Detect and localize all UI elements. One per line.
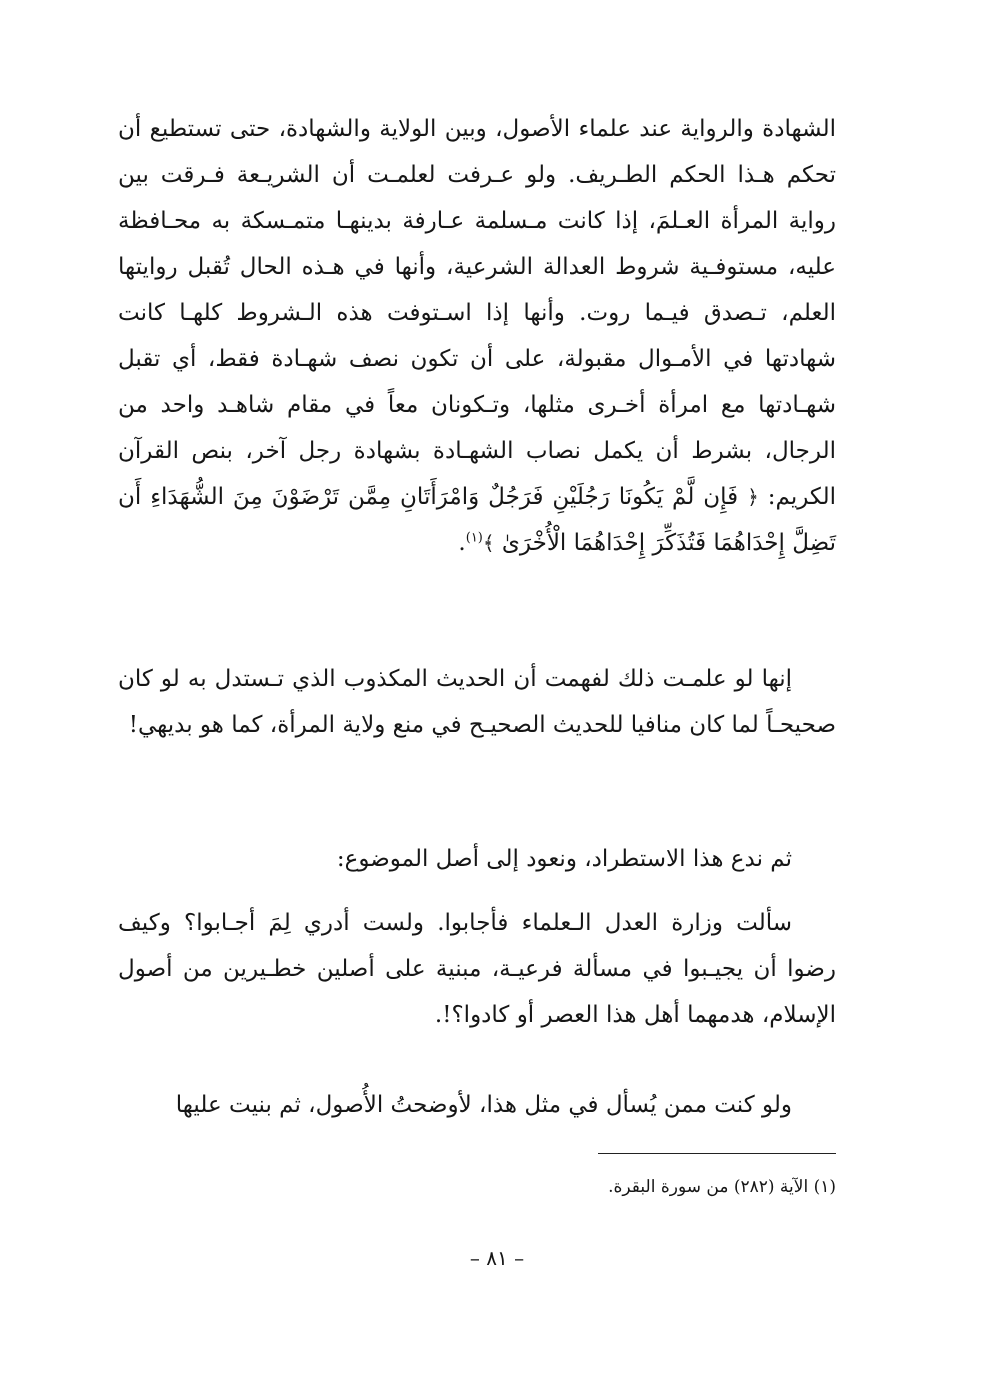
paragraph-2: إنها لو علمـت ذلك لفهمت أن الحديث المكذوب الذي تـستدل به لو كان صحيحـاً لما كان منافيا للحديث الصحيـح في منع ولاية المرأة، كما هو بديهي! xyxy=(118,666,836,738)
paragraph-4: سألت وزارة العدل الـعلماء فأجابوا. ولست أدري لِمَ أجـابوا؟ وكيف رضوا أن يجيـبوا في مسألة فرعيـة، مبنية على أصلين خطـيرين من أصول الإسلام، هدمهما أهل هذا العصر أو كادوا؟!. xyxy=(118,910,837,1028)
paragraph-1-text: الشهادة والرواية عند علماء الأصول، وبين الولاية والشهادة، حتى تستطيع أن تحكم هـذا الحكم الطـريف. ولو عـرفت لعلمـت أن الشريـعة فـرقت بين رواية المرأة العـلمَ، إذا كانت مـسلمة عـارفة بدينهـا متمـسكة به محـافظة عليه، مستوفـية شروط العدالة الشرعية، وأنها في هـذه الحال تُقبل روايتها العلم، تـصدق فيـما روت. وأنها إذا اسـتوفت هذه الـشروط كلهـا كانت شهادتها في الأمـوال مقبولة، على أن تكون نصف شهـادة فقط، أي تقبل شهـادتها مع امرأة أخـرى مثلها، وتـكونان معاً في مقام شاهـد واحد من الرجال، بشرط أن يكمل نصاب الشهـادة بشهادة رجل آخر، بنص القرآن الكريم: xyxy=(118,116,837,510)
footnote-reference: (١) xyxy=(465,530,483,546)
verse-text: فَإِن لَّمْ يَكُونَا رَجُلَيْنِ فَرَجُلٌ وَامْرَأَتَانِ مِمَّن تَرْضَوْنَ مِنَ الشُّهَدَاءِ أَن تَضِلَّ إِحْدَاهُمَا فَتُذَكِّرَ إِحْدَاهُمَا الْأُخْرَىٰ xyxy=(118,484,836,556)
verse-close-bracket: ﴾ xyxy=(482,531,495,555)
verse-open-bracket: ﴿ xyxy=(747,485,759,509)
paragraph-3: ثم ندع هذا الاستطراد، ونعود إلى أصل الموضوع: xyxy=(336,846,792,872)
footnote-divider xyxy=(598,1153,836,1154)
verse-end-punctuation: . xyxy=(458,530,466,556)
paragraph-1 xyxy=(118,106,836,566)
page-number: – ٨١ – xyxy=(469,1246,525,1270)
paragraph-5: ولو كنت ممن يُسأل في مثل هذا، لأوضحتُ الأُصول، ثم بنيت عليها xyxy=(175,1092,792,1118)
footnote: (١) الآية (٢٨٢) من سورة البقرة. xyxy=(608,1177,836,1197)
